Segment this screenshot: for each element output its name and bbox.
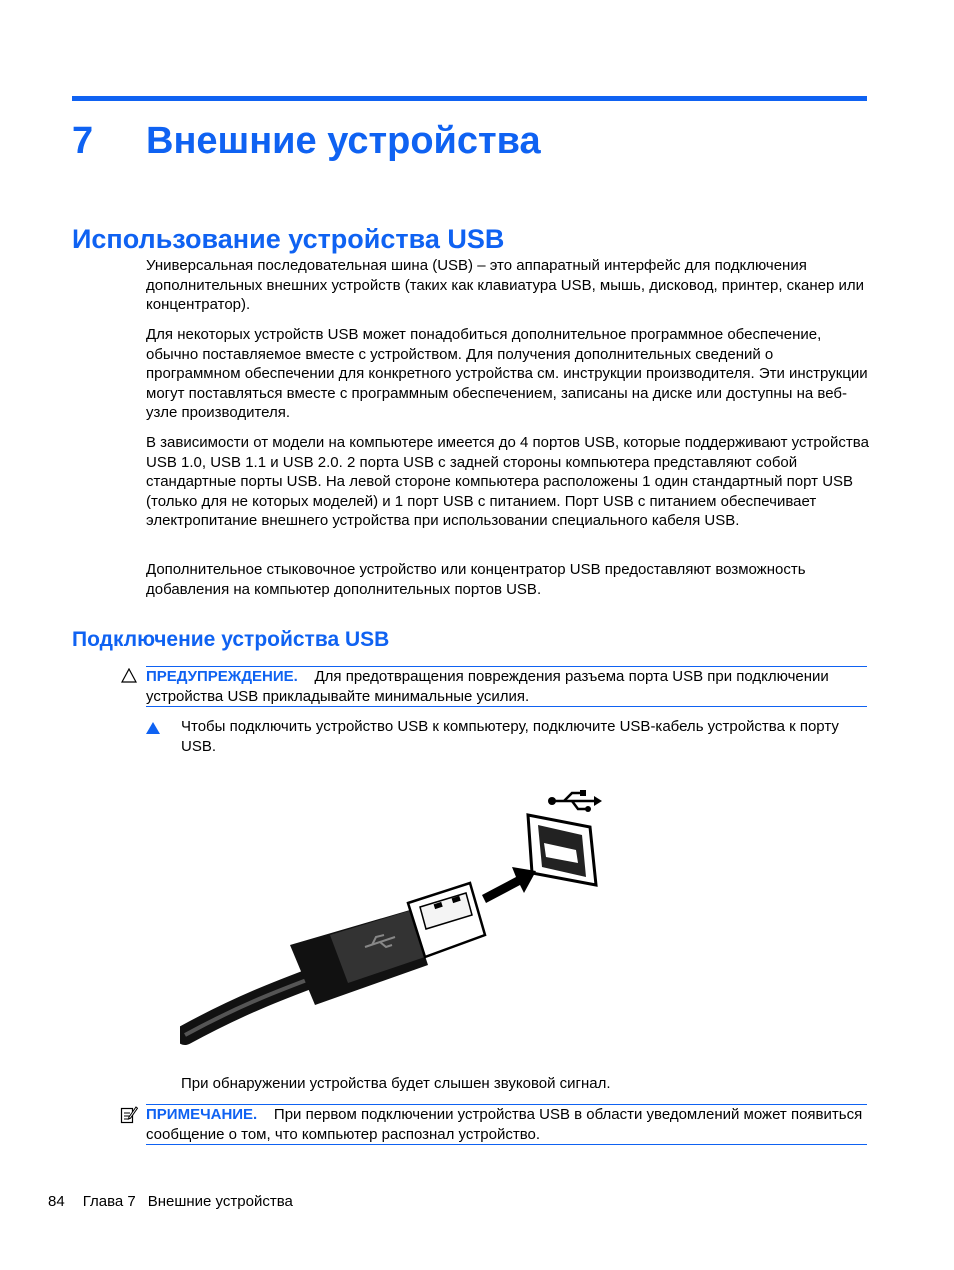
chapter-rule: [72, 96, 867, 101]
warning-text: Для предотвращения повреждения разъема порта USB при подключении устройства USB прикладывайте минимальные усилия.: [146, 668, 829, 705]
page-footer: [48, 1193, 311, 1210]
paragraph-4: Дополнительное стыковочное устройство или концентратор USB предоставляют возможность добавления на компьютер дополнительных портов USB.: [146, 561, 806, 598]
step-bullet-icon: [146, 722, 160, 734]
note-label: ПРИМЕЧАНИЕ.: [146, 1106, 258, 1123]
warning-label: ПРЕДУПРЕЖДЕНИЕ.: [146, 668, 298, 685]
usb-connector-illustration-icon: [180, 785, 610, 1060]
warning-box: [146, 667, 870, 706]
footer-chapter: Глава 7: [82, 1193, 136, 1210]
warning-bottom-rule: [146, 706, 867, 707]
note-bottom-rule: [146, 1144, 867, 1145]
paragraph-2: Для некоторых устройств USB может понадобиться дополнительное программное обеспечение, обычно поставляемое вместе с устройством. Для получения дополнительных сведений о программном обеспечении для конкретного устройства см. инструкции производителя. Эти инструкции могут поставляться вместе с программным обеспечением, записаны на диске или доступны на веб-узле производителя.: [146, 326, 868, 421]
footer-title: Внешние устройства: [147, 1193, 293, 1210]
chapter-title: Внешние устройства: [146, 120, 541, 162]
section-title: Использование устройства USB: [72, 224, 505, 254]
paragraph-1: Универсальная последовательная шина (USB) – это аппаратный интерфейс для подключения дополнительных внешних устройств (таких как клавиатура USB, мышь, дисковод, принтер, сканер или концентратор).: [146, 257, 865, 313]
page-number: 84: [48, 1193, 65, 1210]
step-text: Чтобы подключить устройство USB к компьютеру, подключите USB-кабель устройства к порту USB.: [181, 718, 839, 755]
paragraph-3: В зависимости от модели на компьютере имеется до 4 портов USB, которые поддерживают устройства USB 1.0, USB 1.1 и USB 2.0. 2 порта USB с задней стороны компьютера представляют собой стандартные порты USB. На левой стороне компьютера расположены 1 один стандартный порт USB (только для не которых моделей) и 1 порт USB с питанием. Порт USB с питанием обеспечивает электропитание внешнего устройства при использовании специального кабеля USB.: [146, 434, 869, 529]
chapter-number: 7: [72, 120, 94, 162]
note-box: [146, 1105, 870, 1144]
note-text: При первом подключении устройства USB в области уведомлений может появиться сообщение о том, что компьютер распознал устройство.: [146, 1106, 863, 1143]
warning-triangle-icon: [121, 668, 137, 683]
subsection-title: Подключение устройства USB: [72, 628, 390, 651]
note-pencil-icon: [120, 1105, 138, 1125]
result-text: При обнаружении устройства будет слышен звуковой сигнал.: [181, 1075, 611, 1092]
chapter-heading: [72, 120, 541, 163]
